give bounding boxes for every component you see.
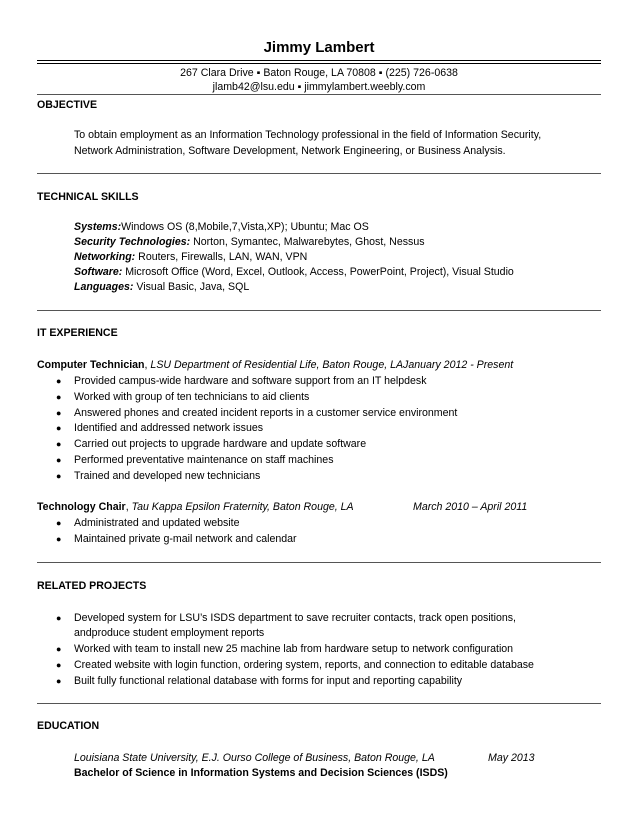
list-item — [56, 390, 309, 404]
skill-value: Windows OS (8,Mobile,7,Vista,XP); Ubuntu; Mac OS — [121, 221, 369, 233]
objective-heading: OBJECTIVE — [37, 99, 98, 111]
skill-label: Networking: — [74, 251, 136, 263]
education-date: May 2013 — [488, 752, 535, 764]
bullet-icon: ● — [56, 471, 62, 481]
list-item — [56, 611, 516, 625]
bullet-icon: ● — [56, 613, 62, 623]
section-rule — [37, 173, 601, 174]
bullet-text: Answered phones and created incident reports in a customer service environment — [74, 407, 458, 419]
list-item — [56, 642, 513, 656]
list-item — [56, 374, 427, 388]
skills-heading: TECHNICAL SKILLS — [37, 191, 139, 203]
bullet-text: Identified and addressed network issues — [74, 422, 264, 434]
bullet-text: Created website with login function, ordering system, reports, and connection to editable database — [74, 659, 534, 671]
bullet-icon: ● — [56, 376, 62, 386]
section-rule — [37, 703, 601, 704]
list-item — [56, 516, 240, 530]
bullet-text: Developed system for LSU’s ISDS department to save recruiter contacts, track open positions, — [74, 612, 517, 624]
job-1-header — [37, 358, 513, 372]
skill-label: Languages: — [74, 281, 134, 293]
bullet-text: Worked with team to install new 25 machine lab from hardware setup to network configuration — [74, 643, 514, 655]
bullet-icon: ● — [56, 518, 62, 528]
bullet-text: Worked with group of ten technicians to aid clients — [74, 391, 310, 403]
list-item — [56, 658, 534, 672]
bullet-icon: ● — [56, 660, 62, 670]
bullet-text: Built fully functional relational database with forms for input and reporting capability — [74, 675, 463, 687]
skill-value: Microsoft Office (Word, Excel, Outlook, Access, PowerPoint, Project), Visual Studio — [122, 266, 514, 278]
objective-line-1: To obtain employment as an Information Technology professional in the field of Information Security, — [74, 129, 542, 141]
list-item — [56, 437, 366, 451]
bullet-icon: ● — [56, 392, 62, 402]
objective-line-2: Network Administration, Software Development, Network Engineering, or Business Analysis. — [74, 145, 506, 157]
projects-heading: RELATED PROJECTS — [37, 580, 147, 592]
skill-label: Security Technologies: — [74, 236, 191, 248]
list-item — [56, 532, 297, 546]
bullet-text: Administrated and updated website — [74, 517, 240, 529]
job-separator: , — [144, 359, 151, 371]
contact-email-line: jlamb42@lsu.edu ▪ jimmylambert.weebly.com — [212, 81, 426, 93]
job-organization: LSU Department of Residential Life, Baton Rouge, LAJanuary 2012 - Present — [150, 359, 514, 371]
education-degree: Bachelor of Science in Information Systems and Decision Sciences (ISDS) — [74, 767, 448, 779]
list-item — [56, 453, 334, 467]
list-item — [56, 674, 462, 688]
contact-address-line: 267 Clara Drive ▪ Baton Rouge, LA 70808 ▪ (225) 726-0638 — [180, 67, 458, 79]
job-separator: , — [125, 501, 132, 513]
bullet-text: Performed preventative maintenance on staff machines — [74, 454, 334, 466]
header-double-rule — [37, 60, 601, 64]
bullet-icon: ● — [56, 423, 62, 433]
bullet-icon: ● — [56, 676, 62, 686]
bullet-icon: ● — [56, 534, 62, 544]
list-item — [56, 406, 457, 420]
bullet-text: Trained and developed new technicians — [74, 470, 261, 482]
bullet-text: Maintained private g-mail network and calendar — [74, 533, 297, 545]
education-heading: EDUCATION — [37, 720, 100, 732]
list-item — [56, 421, 263, 435]
skill-value: Routers, Firewalls, LAN, WAN, VPN — [135, 251, 308, 263]
skill-value: Norton, Symantec, Malwarebytes, Ghost, Nessus — [190, 236, 425, 248]
experience-heading: IT EXPERIENCE — [37, 327, 118, 339]
skill-security — [74, 235, 425, 249]
skill-languages — [74, 280, 249, 294]
header-rule — [37, 94, 601, 95]
bullet-text-continued: andproduce student employment reports — [74, 627, 265, 639]
bullet-icon: ● — [56, 439, 62, 449]
skill-label: Systems: — [74, 221, 122, 233]
skill-software — [74, 265, 514, 279]
job-title: Computer Technician — [37, 359, 145, 371]
section-rule — [37, 310, 601, 311]
skill-label: Software: — [74, 266, 123, 278]
bullet-text: Carried out projects to upgrade hardware and update software — [74, 438, 367, 450]
bullet-text: Provided campus-wide hardware and software support from an IT helpdesk — [74, 375, 427, 387]
education-school: Louisiana State University, E.J. Ourso College of Business, Baton Rouge, LA — [74, 752, 435, 764]
skill-systems — [74, 220, 369, 234]
bullet-icon: ● — [56, 455, 62, 465]
applicant-name: Jimmy Lambert — [263, 39, 375, 56]
job-2-date: March 2010 – April 2011 — [413, 501, 528, 513]
bullet-icon: ● — [56, 644, 62, 654]
section-rule — [37, 562, 601, 563]
job-title: Technology Chair — [37, 501, 126, 513]
bullet-icon: ● — [56, 408, 62, 418]
list-item — [56, 469, 260, 483]
skill-networking — [74, 250, 307, 264]
job-organization: Tau Kappa Epsilon Fraternity, Baton Rouge, LA — [131, 501, 354, 513]
skill-value: Visual Basic, Java, SQL — [133, 281, 250, 293]
job-2-header — [37, 500, 354, 514]
